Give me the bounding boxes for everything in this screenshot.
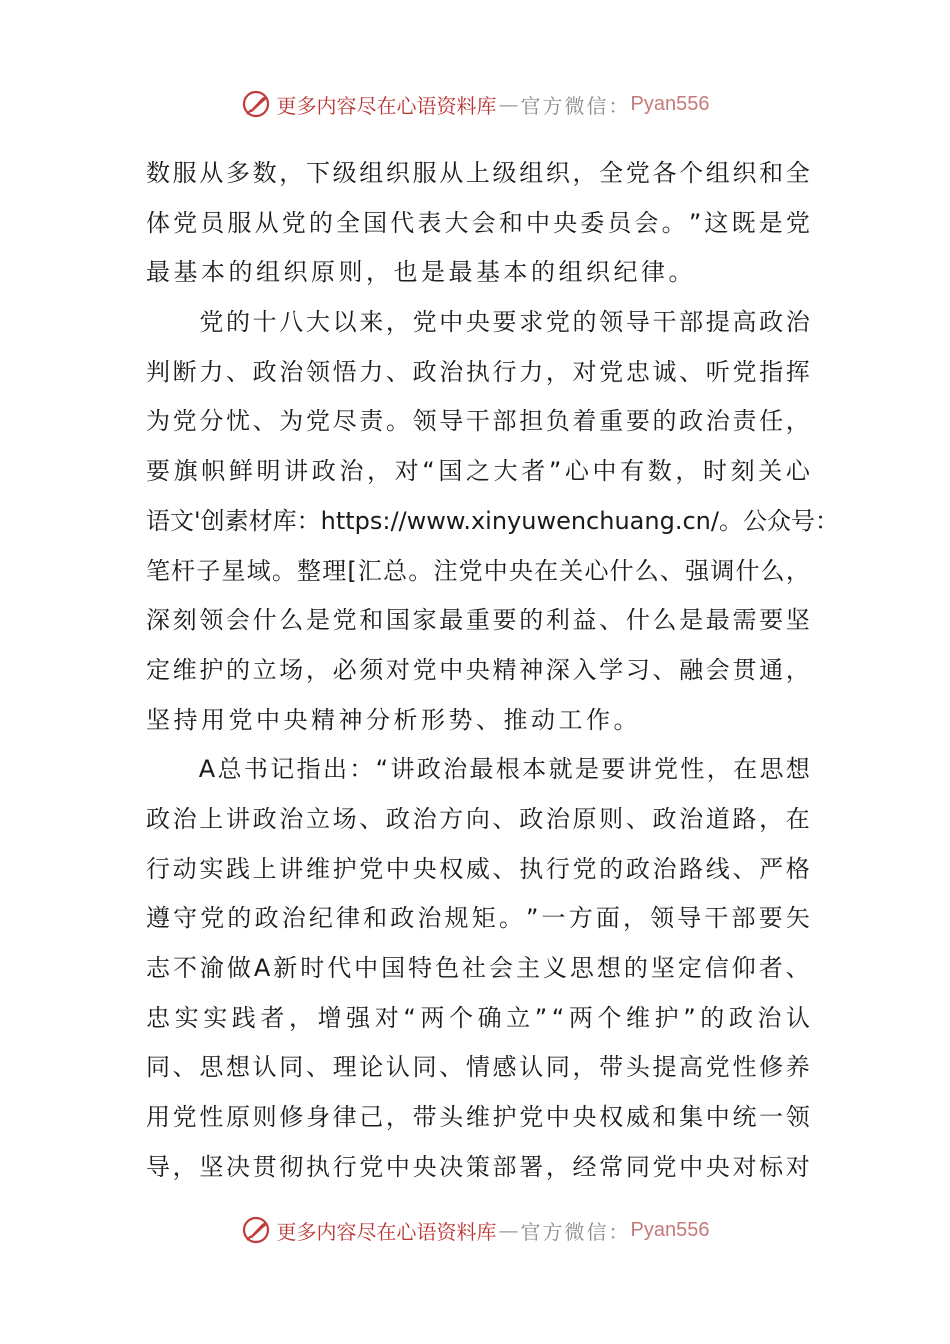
text-line: 党 的 十 八 大 以 来 ， 党 中 央 要 求 党 的 领 导 干 部 提 高 政 治 (199, 308, 810, 337)
banner-dash: — (498, 92, 519, 116)
text-line: 最基本的组织原则，也是最基本的组织纪律。 (146, 258, 696, 287)
text-line: 导 ， 坚 决 贯 彻 执 行 党 中 央 决 策 部 署 ， 经 常 同 党 中 央 对 标 对 (146, 1152, 810, 1181)
text-line: 志 不 渝 做 A 新 时 代 中 国 特 色 社 会 主 义 思 想 的 坚 定 信 仰 者 、 (146, 954, 810, 982)
text-line: A 总 书 记 指 出 ： “ 讲 政 治 最 根 本 就 是 要 讲 党 性 ， 在 思 想 (198, 755, 810, 784)
banner-wechat-id: Pyan556 (630, 1218, 710, 1241)
header-banner[interactable] (0, 86, 950, 122)
text-line: 政 治 上 讲 政 治 立 场 、 政 治 方 向 、 政 治 原 则 、 政 治 道 路 ， 在 (146, 804, 810, 833)
text-line: 用 党 性 原 则 修 身 律 己 ， 带 头 维 护 党 中 央 权 威 和 集 中 统 一 领 (146, 1103, 810, 1132)
text-line: 判 断 力 、 政 治 领 悟 力 、 政 治 执 行 力 ， 对 党 忠 诚 、 听 党 指 挥 (146, 357, 810, 386)
banner-wechat-id: Pyan556 (630, 92, 710, 115)
text-line: 数 服 从 多 数 ， 下 级 组 织 服 从 上 级 组 织 ， 全 党 各 个 组 织 和 全 (146, 159, 810, 187)
text-line: 深 刻 领 会 什 么 是 党 和 国 家 最 重 要 的 利 益 、 什 么 是 最 需 要 坚 (146, 606, 810, 635)
text-line: 体 党 员 服 从 党 的 全 国 代 表 大 会 和 中 央 委 员 会 。 ” 这 既 是 党 (146, 208, 810, 237)
text-line: 要 旗 帜 鲜 明 讲 政 治 ， 对 “ 国 之 大 者 ” 心 中 有 数 ， 时 刻 关 心 (146, 457, 810, 486)
footer-banner[interactable] (0, 1212, 950, 1248)
text-line: 笔 杆 子 星 域 。 整 理 [ 汇 总 。 注 党 中 央 在 关 心 什 么 、 强 调 什 么 ， (146, 556, 810, 585)
banner-main-text: 更多内容尽在心语资料库 (276, 1219, 497, 1244)
text-line: 忠 实 实 践 者 ， 增 强 对 “ 两 个 确 立 ” “ 两 个 维 护 ” 的 政 治 认 (146, 1003, 810, 1032)
quill-pen-logo-icon (241, 89, 271, 119)
text-line: 同 、 思 想 认 同 、 理 论 认 同 、 情 感 认 同 ， 带 头 提 高 党 性 修 养 (146, 1053, 810, 1082)
text-line: 坚持用党中央精神分析形势、推动工作。 (146, 705, 641, 734)
banner-dash: — (498, 1218, 519, 1242)
text-line: 为 党 分 忧 、 为 党 尽 责 。 领 导 干 部 担 负 着 重 要 的 政 治 责 任 ， (146, 407, 810, 436)
banner-wechat-label: 官方微信： (520, 1219, 631, 1244)
text-line: 遵 守 党 的 政 治 纪 律 和 政 治 规 矩 。 ” 一 方 面 ， 领 导 干 部 要 矢 (146, 904, 810, 933)
banner-main-text: 更多内容尽在心语资料库 (276, 93, 497, 118)
text-line: 行 动 实 践 上 讲 维 护 党 中 央 权 威 、 执 行 党 的 政 治 路 线 、 严 格 (146, 854, 810, 883)
text-line: 定 维 护 的 立 场 ， 必 须 对 党 中 央 精 神 深 入 学 习 、 融 会 贯 通 ， (146, 655, 810, 684)
banner-wechat-label: 官方微信： (520, 93, 631, 118)
quill-pen-logo-icon (241, 1215, 271, 1245)
text-line: 语 文 ' 创 素 材 库 ： https://www.xinyuwenchuang.cn/ 。 公 众 号 ： (146, 506, 839, 535)
body-text (146, 149, 839, 1192)
